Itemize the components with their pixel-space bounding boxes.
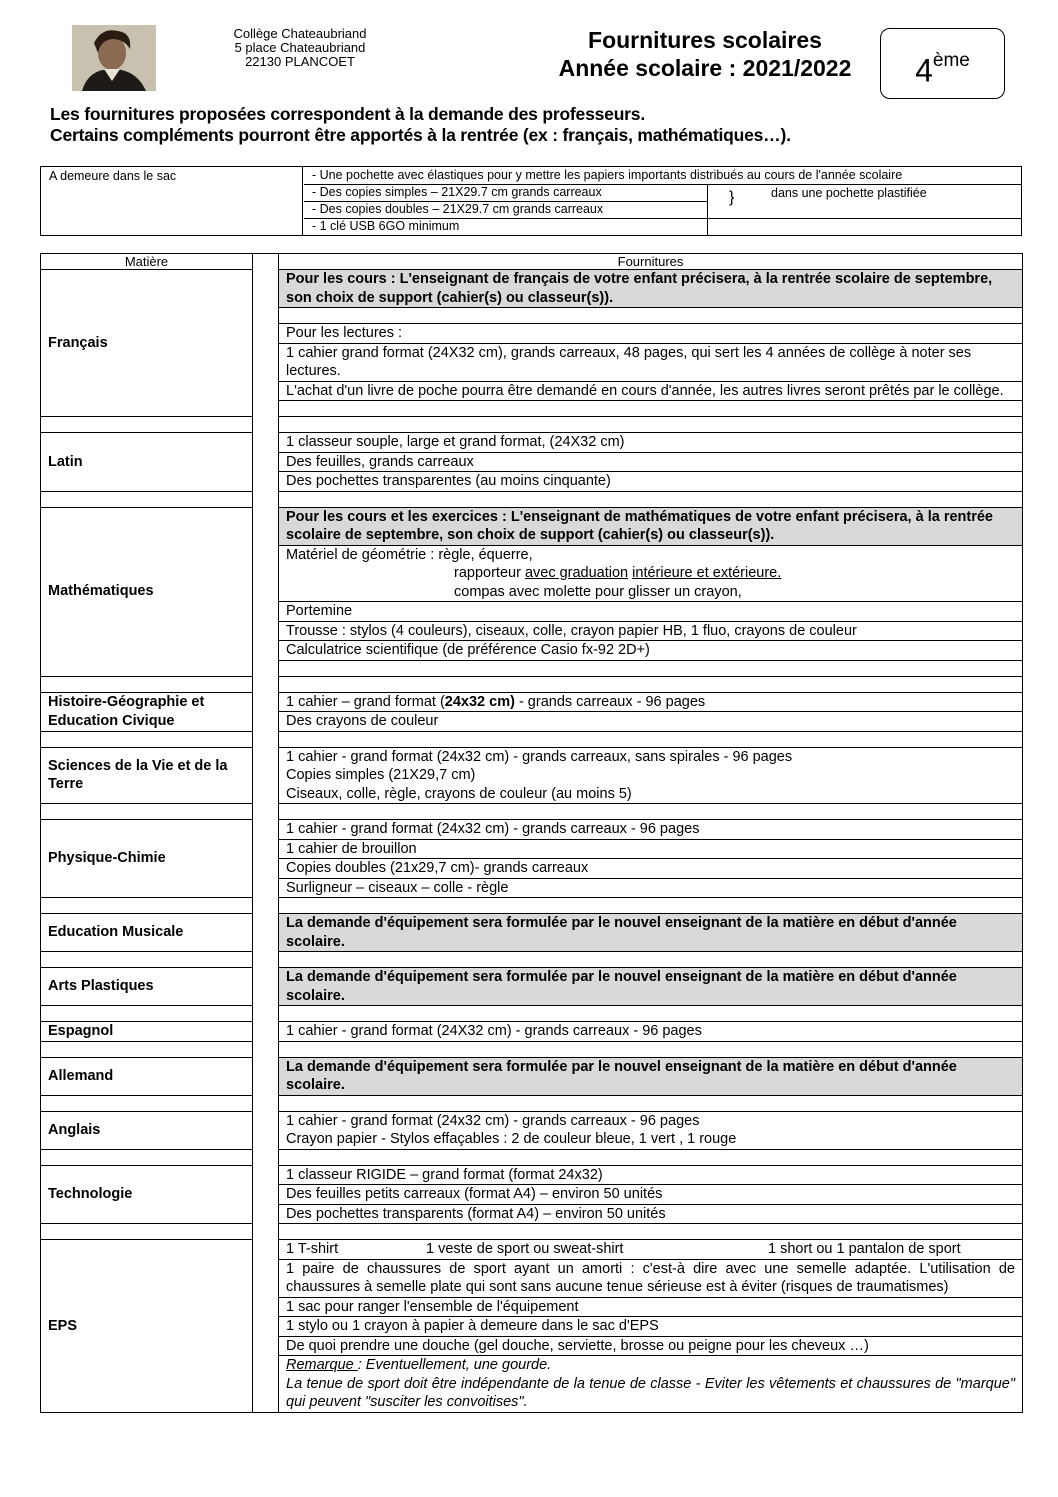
grade-suffix: ème <box>932 50 970 71</box>
anglais-item: Crayon papier - Stylos effaçables : 2 de couleur bleue, 1 vert , 1 rouge <box>279 1130 1023 1149</box>
bag-item: - Une pochette avec élastiques pour y mettre les papiers importants distribués au cours de l'année scolaire <box>312 168 903 182</box>
header-supplies: Fournitures <box>279 254 1023 270</box>
subject-allemand: Allemand <box>41 1057 253 1095</box>
techno-item: 1 classeur RIGIDE – grand format (format 24x32) <box>279 1165 1023 1185</box>
svt-item: Copies simples (21X29,7 cm) <box>279 766 1023 785</box>
table-row <box>41 270 1023 308</box>
maths-item: Calculatrice scientifique (de préférence Casio fx-92 2D+) <box>279 641 1023 661</box>
eps-short: 1 short ou 1 pantalon de sport <box>768 1241 961 1257</box>
school-name: Collège Chateaubriand <box>233 26 367 41</box>
bag-label: A demeure dans le sac <box>41 167 303 235</box>
subject-eps: EPS <box>41 1240 253 1413</box>
empty-cell <box>279 417 1023 433</box>
empty-cell <box>279 1095 1023 1111</box>
histoire-item <box>279 692 1023 712</box>
intro-text <box>50 104 1040 146</box>
techno-item: Des pochettes transparents (format A4) – environ 50 unités <box>279 1204 1023 1224</box>
empty-cell <box>41 804 253 820</box>
latin-item: Des feuilles, grands carreaux <box>279 452 1023 472</box>
empty-cell <box>41 898 253 914</box>
eps-item: De quoi prendre une douche (gel douche, serviette, brosse ou peigne pour les cheveux …) <box>279 1336 1023 1356</box>
eps-item <box>279 1240 1023 1260</box>
empty-cell <box>279 898 1023 914</box>
empty-cell <box>279 491 1023 507</box>
empty-cell <box>279 401 1023 417</box>
subject-maths: Mathématiques <box>41 507 253 676</box>
bag-item: - Des copies simples – 21X29.7 cm grands carreaux <box>312 185 602 199</box>
intro-line-1: Les fournitures proposées correspondent à la demande des professeurs. <box>50 104 645 124</box>
subject-francais: Français <box>41 270 253 417</box>
allemand-item: La demande d'équipement sera formulée par le nouvel enseignant de la matière en début d'année scolaire. <box>279 1057 1023 1095</box>
empty-cell <box>279 660 1023 676</box>
empty-cell <box>279 1224 1023 1240</box>
physique-item: Copies doubles (21x29,7 cm)- grands carreaux <box>279 859 1023 879</box>
empty-cell <box>41 731 253 747</box>
maths-geo-line <box>286 564 1015 583</box>
divider <box>707 184 708 235</box>
subject-anglais: Anglais <box>41 1111 253 1149</box>
spacer-column <box>253 254 279 1413</box>
maths-geometry <box>279 545 1023 602</box>
maths-item: Pour les cours et les exercices : L'enseignant de mathématiques de votre enfant précisera, à la rentrée scolaire de septembre, son choix de support (cahier(s) ou classeur(s)). <box>279 507 1023 545</box>
empty-cell <box>279 1149 1023 1165</box>
physique-item: 1 cahier de brouillon <box>279 839 1023 859</box>
school-street: 5 place Chateaubriand <box>234 40 366 55</box>
empty-cell <box>41 1041 253 1057</box>
musique-item: La demande d'équipement sera formulée par le nouvel enseignant de la matière en début d'année scolaire. <box>279 914 1023 952</box>
eps-remark-text: : Eventuellement, une gourde. <box>357 1357 552 1373</box>
school-address <box>175 27 425 69</box>
arts-item: La demande d'équipement sera formulée par le nouvel enseignant de la matière en début d'année scolaire. <box>279 968 1023 1006</box>
maths-geo-line: Matériel de géométrie : règle, équerre, <box>286 546 533 563</box>
maths-geo-line: compas avec molette pour glisser un crayon, <box>454 583 742 600</box>
latin-item: 1 classeur souple, large et grand format, (24X32 cm) <box>279 433 1023 453</box>
subject-latin: Latin <box>41 433 253 492</box>
maths-item: Trousse : stylos (4 couleurs), ciseaux, colle, crayon papier HB, 1 fluo, crayons de couleur <box>279 621 1023 641</box>
eps-item: 1 paire de chaussures de sport ayant un amorti : c'est-à dire avec une semelle adaptée. L'utilisation de chaussures à semelle plate qui sont sans aucune tenue sérieuse est à éviter (risques de traumatismes) <box>279 1259 1023 1297</box>
histoire-text: - grands carreaux - 96 pages <box>514 693 706 710</box>
empty-cell <box>41 676 253 692</box>
eps-item: 1 stylo ou 1 crayon à papier à demeure dans le sac d'EPS <box>279 1317 1023 1337</box>
subject-physique: Physique-Chimie <box>41 820 253 898</box>
eps-tshirt: 1 T-shirt <box>286 1241 339 1257</box>
francais-item: L'achat d'un livre de poche pourra être demandé en cours d'année, les autres livres seront prêtés par le collège. <box>279 381 1023 401</box>
empty-cell <box>41 417 253 433</box>
eps-remark-label: Remarque <box>286 1357 358 1373</box>
empty-cell <box>279 676 1023 692</box>
intro-line-2: Certains compléments pourront être apportés à la rentrée (ex : français, mathématiques…). <box>50 125 791 145</box>
eps-remark-line: La tenue de sport doit être indépendante de la tenue de classe - Eviter les vêtements et chaussures de "marque" qui peuvent "susciter les convoitises". <box>286 1375 1015 1410</box>
empty-cell <box>279 804 1023 820</box>
maths-geo-underlined: intérieure et extérieure. <box>632 565 782 581</box>
subject-espagnol: Espagnol <box>41 1022 253 1042</box>
empty-cell <box>41 952 253 968</box>
title-line-2: Année scolaire : 2021/2022 <box>558 55 852 81</box>
latin-item: Des pochettes transparentes (au moins cinquante) <box>279 472 1023 492</box>
bag-brace: } <box>729 189 735 206</box>
francais-item: 1 cahier grand format (24X32 cm), grands carreaux, 48 pages, qui sert les 4 années de collège à noter ses lectures. <box>279 343 1023 381</box>
bag-item: - 1 clé USB 6GO minimum <box>312 219 460 233</box>
empty-cell <box>41 1006 253 1022</box>
eps-remark-line <box>286 1356 1015 1375</box>
grade-number: 4 <box>915 52 933 89</box>
subject-svt: Sciences de la Vie et de la Terre <box>41 747 253 804</box>
empty-cell <box>279 1041 1023 1057</box>
histoire-text: 1 cahier – grand format ( <box>286 693 445 710</box>
portrait-image <box>72 25 156 91</box>
subject-musique: Education Musicale <box>41 914 253 952</box>
anglais-item: 1 cahier - grand format (24x32 cm) - grands carreaux - 96 pages <box>279 1111 1023 1130</box>
subject-arts: Arts Plastiques <box>41 968 253 1006</box>
maths-geo-underlined: avec graduation <box>524 565 629 581</box>
table-header-row <box>41 254 1023 270</box>
empty-cell <box>41 1149 253 1165</box>
histoire-item: Des crayons de couleur <box>279 712 1023 732</box>
espagnol-item: 1 cahier - grand format (24X32 cm) - grands carreaux - 96 pages <box>279 1022 1023 1042</box>
subject-histoire: Histoire-Géographie et Education Civique <box>41 692 253 731</box>
empty-cell <box>41 491 253 507</box>
empty-cell <box>279 731 1023 747</box>
empty-cell <box>41 1224 253 1240</box>
empty-cell <box>279 952 1023 968</box>
empty-cell <box>279 1006 1023 1022</box>
physique-item: 1 cahier - grand format (24x32 cm) - grands carreaux - 96 pages <box>279 820 1023 840</box>
page-title <box>520 26 890 82</box>
techno-item: Des feuilles petits carreaux (format A4) – environ 50 unités <box>279 1185 1023 1205</box>
eps-item: 1 sac pour ranger l'ensemble de l'équipement <box>279 1297 1023 1317</box>
school-city: 22130 PLANCOET <box>245 54 355 69</box>
francais-item: Pour les cours : L'enseignant de français de votre enfant précisera, à la rentrée scolaire de septembre, son choix de support (cahier(s) ou classeur(s)). <box>279 270 1023 308</box>
empty-cell <box>279 308 1023 324</box>
supplies-table <box>40 253 1023 1413</box>
empty-cell <box>41 1095 253 1111</box>
eps-remark <box>279 1356 1023 1413</box>
school-portrait <box>72 25 156 91</box>
subject-techno: Technologie <box>41 1165 253 1224</box>
bag-item: - Des copies doubles – 21X29.7 cm grands carreaux <box>312 202 604 216</box>
maths-item: Portemine <box>279 602 1023 622</box>
title-line-1: Fournitures scolaires <box>588 27 822 53</box>
francais-item: Pour les lectures : <box>279 324 1023 344</box>
physique-item: Surligneur – ciseaux – colle - règle <box>279 878 1023 898</box>
svt-item: 1 cahier - grand format (24x32 cm) - grands carreaux, sans spirales - 96 pages <box>279 747 1023 766</box>
maths-geo-text: rapporteur <box>454 565 525 581</box>
bag-table <box>40 166 1022 236</box>
svt-item: Ciseaux, colle, règle, crayons de couleur (au moins 5) <box>279 785 1023 804</box>
histoire-bold: 24x32 cm) <box>444 693 515 710</box>
eps-veste: 1 veste de sport ou sweat-shirt <box>426 1241 624 1257</box>
grade-badge <box>880 28 1005 99</box>
header-subject: Matière <box>41 254 253 270</box>
bag-note: dans une pochette plastifiée <box>771 186 927 200</box>
